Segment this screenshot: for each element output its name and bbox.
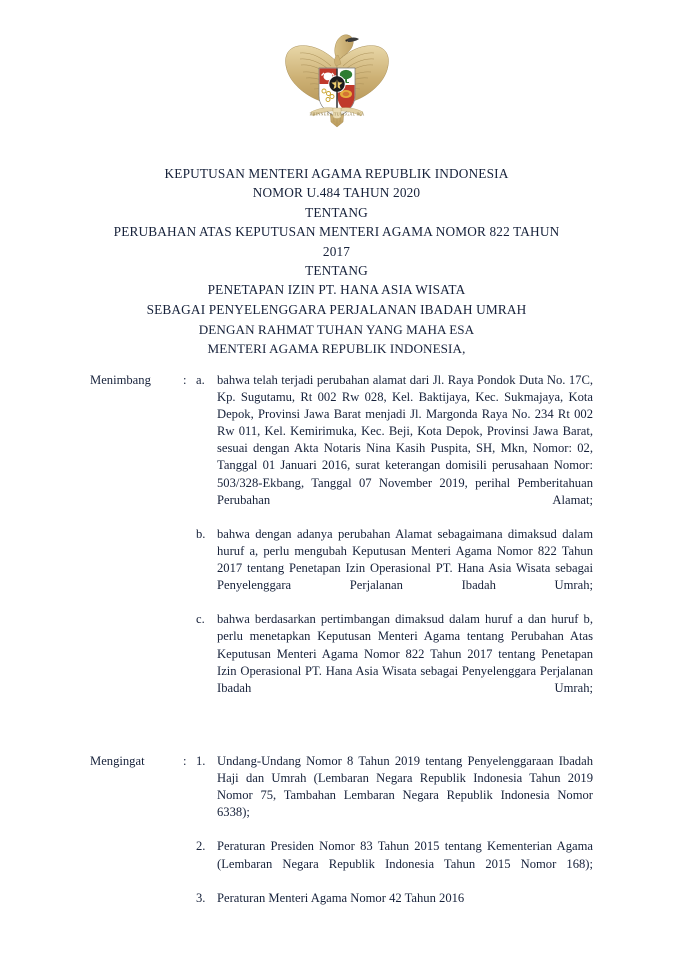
- title-line-8: SEBAGAI PENYELENGGARA PERJALANAN IBADAH UMRAH: [146, 301, 527, 317]
- clause-text: bahwa telah terjadi perubahan alamat dari Jl. Raya Pondok Duta No. 17C, Kp. Sugutamu, Rt 002 Rw 028, Kel. Baktijaya, Kec. Sukmajaya, Kota Depok, Provinsi Jawa Barat menjadi Jl. Margonda Raya No. 234 Rt 002 Rw 011, Kel. Kemirimuka, Kec. Beji, Kota Depok, Provinsi Jawa Barat, sesuai dengan Akta Notaris Nina Kasih Puspita, SH, Mkn, Nomor: 02, Tanggal 01 Januari 2016, surat keterangan domisili perusahaan Nomor: 503/328-Ekbang, Tanggal 07 November 2019, perihal Pemberitahuan Perubahan Alamat;: [217, 373, 593, 507]
- garuda-banner: [309, 108, 364, 119]
- document-title-block: [0, 164, 673, 319]
- clause-marker: 3.: [196, 890, 206, 905]
- section-colon: :: [183, 754, 187, 768]
- title-line-3: TENTANG: [305, 204, 368, 220]
- preamble-block: [0, 320, 673, 358]
- title-line-6: TENTANG: [305, 263, 368, 279]
- section-colon: :: [183, 373, 187, 387]
- clause-marker: b.: [196, 526, 206, 541]
- clause-text: Peraturan Presiden Nomor 83 Tahun 2015 tentang Kementerian Agama (Lembaran Negara Republik Indonesia Tahun 2015 Nomor 168);: [217, 839, 593, 871]
- clause-item: [90, 838, 593, 889]
- title-line-1: KEPUTUSAN MENTERI AGAMA REPUBLIK INDONESIA: [164, 166, 509, 181]
- clause-marker: c.: [196, 612, 205, 627]
- clause-item: [90, 372, 593, 526]
- title-line-5: 2017: [322, 243, 351, 259]
- section-label-mengingat: Mengingat: [90, 754, 145, 768]
- clause-item: [90, 753, 593, 838]
- clause-item: [90, 611, 593, 714]
- preamble-line-1: DENGAN RAHMAT TUHAN YANG MAHA ESA: [198, 322, 475, 337]
- clause-text: Peraturan Menteri Agama Nomor 42 Tahun 2016: [217, 890, 465, 905]
- title-line-4: PERUBAHAN ATAS KEPUTUSAN MENTERI AGAMA NOMOR 822 TAHUN: [113, 224, 560, 240]
- section-menimbang: [90, 372, 593, 714]
- title-line-7: PENETAPAN IZIN PT. HANA ASIA WISATA: [207, 282, 466, 298]
- clause-text: bahwa dengan adanya perubahan Alamat sebagaimana dimaksud dalam huruf a, perlu mengubah Keputusan Menteri Agama Nomor 822 Tahun 2017 tentang Penetapan Izin Operasional PT. Hana Asia Wisata sebagai Penyelenggara Perjalanan Ibadah Umrah;: [217, 526, 593, 593]
- section-label-menimbang: Menimbang: [90, 373, 151, 387]
- clause-item: [90, 526, 593, 611]
- clause-marker: 2.: [196, 839, 206, 854]
- garuda-pancasila-emblem: [281, 26, 393, 132]
- clause-text: Undang-Undang Nomor 8 Tahun 2019 tentang Penyelenggaraan Ibadah Haji dan Umrah (Lembaran Negara Republik Indonesia Tahun 2019 Nomor 75, Tambahan Lembaran Negara Republik Indonesia Nomor 6338);: [217, 754, 593, 820]
- clause-marker: a.: [196, 373, 205, 387]
- clause-marker: 1.: [196, 754, 206, 768]
- preamble-line-2: MENTERI AGAMA REPUBLIK INDONESIA,: [207, 341, 466, 357]
- clause-text: bahwa berdasarkan pertimbangan dimaksud dalam huruf a dan huruf b, perlu menetapkan Keputusan Menteri Agama tentang Perubahan Atas Keputusan Menteri Agama Nomor 822 Tahun 2017 tentang Penetapan Izin Operasional PT. Hana Asia Wisata sebagai Penyelenggara Perjalanan Ibadah Umrah;: [217, 612, 593, 695]
- emblem-container: [0, 26, 673, 132]
- section-mengingat: [90, 753, 593, 924]
- clause-item: [90, 890, 593, 924]
- title-line-2: NOMOR U.484 TAHUN 2020: [252, 185, 421, 201]
- svg-text:BHINNEKA TUNGGAL IKA: BHINNEKA TUNGGAL IKA: [308, 111, 365, 117]
